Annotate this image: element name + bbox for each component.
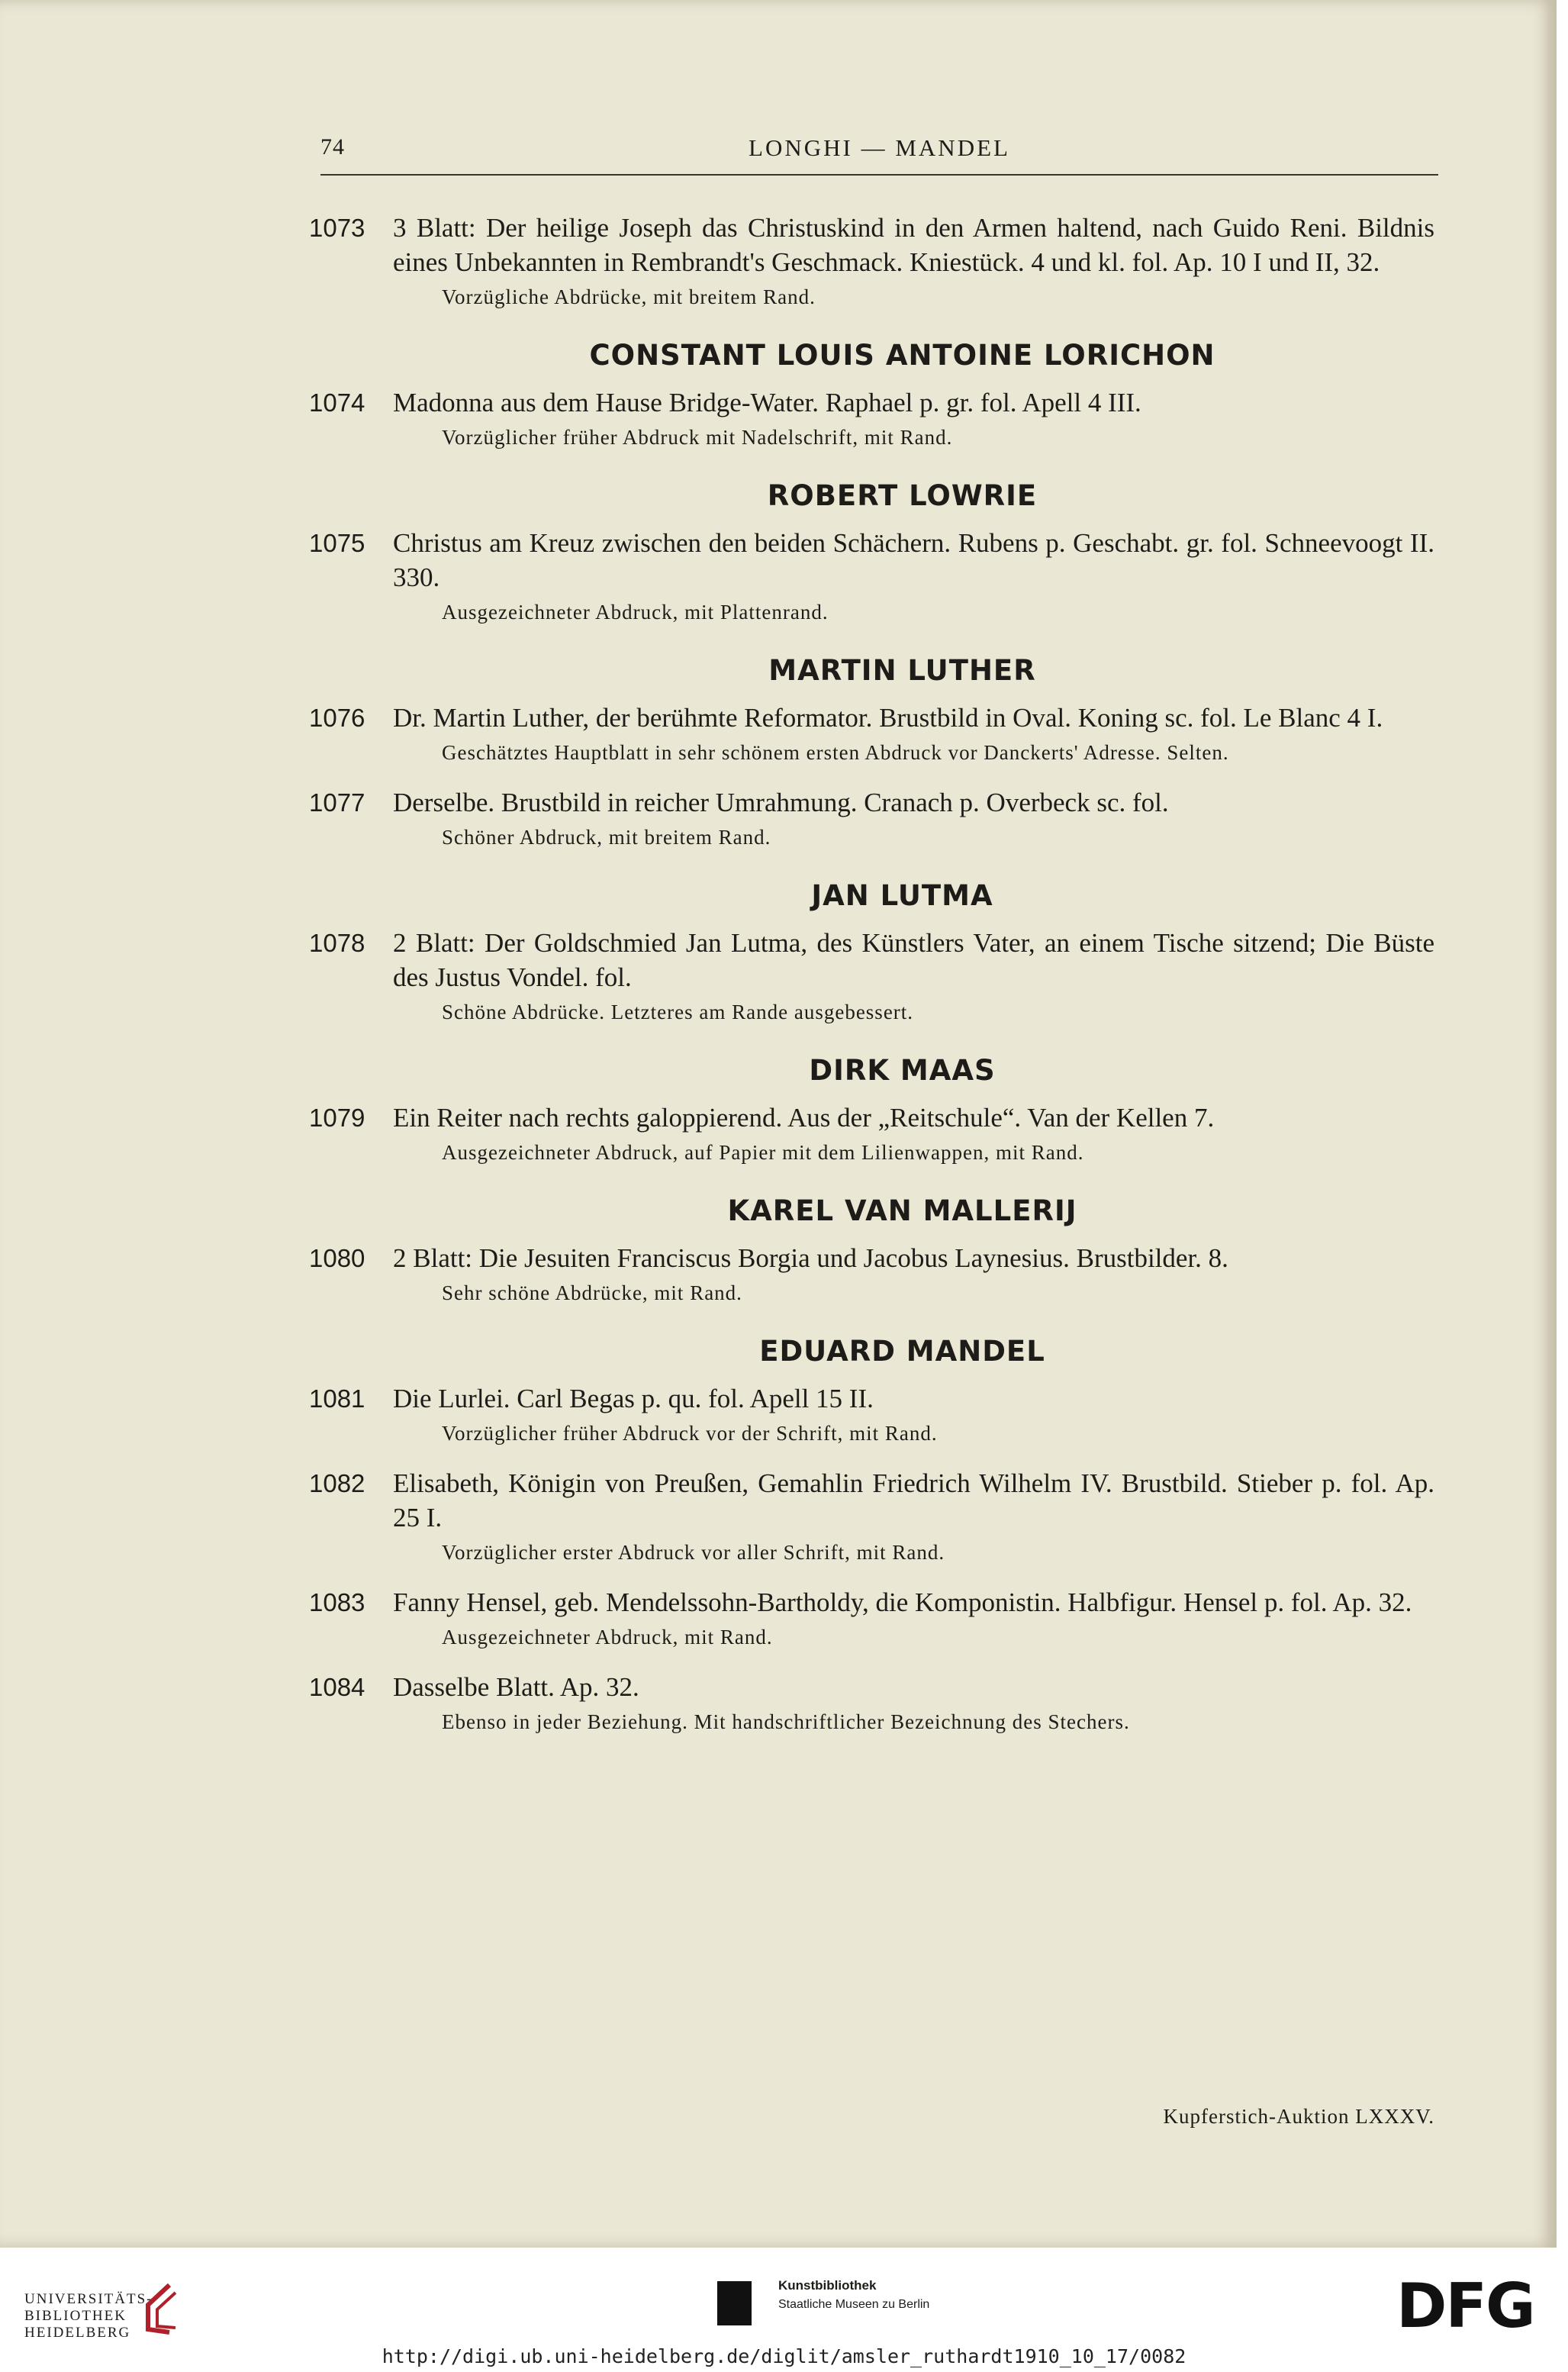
entry-number: 1078	[309, 929, 365, 957]
ub-heidelberg-mark-icon	[139, 2282, 185, 2335]
entry-condition-note: Schöner Abdruck, mit breitem Rand.	[442, 826, 771, 849]
entry-number: 1081	[309, 1384, 365, 1413]
entry-number: 1076	[309, 704, 365, 732]
catalog-entry	[309, 1466, 1434, 1568]
entry-description: Fanny Hensel, geb. Mendelssohn-Bartholdy, die Komponistin. Halbfigur. Hensel p. fol. Ap. 32.	[393, 1587, 1412, 1617]
catalog-entry	[309, 1585, 1434, 1653]
entry-description: Derselbe. Brustbild in reicher Umrahmung. Cranach p. Overbeck sc. fol.	[393, 788, 1169, 817]
entry-condition-note: Geschätztes Hauptblatt in sehr schönem ersten Abdruck vor Danckerts' Adresse. Selten.	[442, 741, 1229, 764]
catalog-entry	[309, 385, 1434, 453]
entry-description: 2 Blatt: Der Goldschmied Jan Lutma, des Künstlers Vater, an einem Tische sitzend; Die Büste des Justus Vondel. fol.	[393, 928, 1434, 992]
page-number: 74	[320, 134, 345, 160]
entry-condition-note: Ausgezeichneter Abdruck, mit Rand.	[442, 1626, 773, 1648]
catalog-entry	[309, 1670, 1434, 1738]
catalog-entry	[309, 926, 1434, 1028]
dfg-logo[interactable]: DFG	[1396, 2270, 1534, 2341]
kunstbibliothek-mark-icon	[717, 2281, 752, 2325]
entry-number: 1080	[309, 1244, 365, 1272]
entry-condition-note: Ebenso in jeder Beziehung. Mit handschriftlicher Bezeichnung des Stechers.	[442, 1710, 1130, 1733]
ub-heidelberg-logo[interactable]	[24, 2291, 153, 2341]
entry-description: Die Lurlei. Carl Begas p. qu. fol. Apell 15 II.	[393, 1384, 874, 1413]
entry-description: Ein Reiter nach rechts galoppierend. Aus der „Reitschule“. Van der Kellen 7.	[393, 1103, 1215, 1133]
entry-condition-note: Schöne Abdrücke. Letzteres am Rande ausgebessert.	[442, 1001, 914, 1023]
catalog-entry	[309, 1101, 1434, 1168]
kunstbibliothek-logo[interactable]	[717, 2278, 977, 2332]
entry-number: 1084	[309, 1673, 365, 1701]
kunstbibliothek-subtitle: Staatliche Museen zu Berlin	[778, 2298, 930, 2311]
entry-condition-note: Vorzüglicher früher Abdruck mit Nadelschrift, mit Rand.	[442, 426, 953, 449]
catalog-entry	[309, 1381, 1434, 1449]
entry-condition-note: Ausgezeichneter Abdruck, mit Plattenrand.	[442, 601, 829, 624]
artist-heading: DIRK MAAS	[809, 1054, 996, 1087]
ub-logo-line: UNIVERSITÄTS-	[24, 2291, 153, 2307]
entry-number: 1079	[309, 1104, 365, 1132]
entry-description: Elisabeth, Königin von Preußen, Gemahlin Friedrich Wilhelm IV. Brustbild. Stieber p. fol. Ap. 25 I.	[393, 1468, 1434, 1532]
ub-logo-line: BIBLIOTHEK	[24, 2308, 127, 2324]
catalog-body	[309, 211, 1434, 1755]
entry-number: 1075	[309, 529, 365, 557]
entry-number: 1073	[309, 214, 365, 242]
entry-description: 2 Blatt: Die Jesuiten Franciscus Borgia und Jacobus Laynesius. Brustbilder. 8.	[393, 1243, 1228, 1273]
header-rule	[320, 174, 1438, 176]
entry-description: Christus am Kreuz zwischen den beiden Schächern. Rubens p. Geschabt. gr. fol. Schneevoogt II. 330.	[393, 528, 1434, 592]
artist-heading: JAN LUTMA	[811, 879, 993, 912]
entry-number: 1077	[309, 788, 365, 817]
entry-description: Dr. Martin Luther, der berühmte Reformator. Brustbild in Oval. Koning sc. fol. Le Blanc 4 I.	[393, 703, 1383, 733]
catalog-entry	[309, 701, 1434, 769]
entry-condition-note: Vorzüglicher erster Abdruck vor aller Schrift, mit Rand.	[442, 1541, 945, 1564]
catalog-entry	[309, 1241, 1434, 1309]
entry-condition-note: Vorzügliche Abdrücke, mit breitem Rand.	[442, 285, 816, 308]
catalog-entry	[309, 785, 1434, 853]
permalink-url[interactable]: http://digi.ub.uni-heidelberg.de/diglit/amsler_ruthardt1910_10_17/0082	[382, 2345, 1186, 2367]
running-title: LONGHI — MANDEL	[749, 134, 1010, 161]
catalog-entry	[309, 211, 1434, 313]
artist-heading: CONSTANT LOUIS ANTOINE LORICHON	[589, 339, 1215, 372]
page-header	[320, 134, 1438, 174]
entry-number: 1082	[309, 1469, 365, 1497]
entry-condition-note: Sehr schöne Abdrücke, mit Rand.	[442, 1281, 742, 1304]
entry-description: Madonna aus dem Hause Bridge-Water. Raphael p. gr. fol. Apell 4 III.	[393, 388, 1141, 417]
entry-description: 3 Blatt: Der heilige Joseph das Christuskind in den Armen haltend, nach Guido Reni. Bildnis eines Unbekannten in Rembrandt's Geschmack. Kniestück. 4 und kl. fol. Ap. 10 I und II, 32.	[393, 213, 1434, 277]
catalog-entry	[309, 526, 1434, 628]
entry-description: Dasselbe Blatt. Ap. 32.	[393, 1672, 639, 1702]
entry-condition-note: Vorzüglicher früher Abdruck vor der Schrift, mit Rand.	[442, 1422, 938, 1445]
artist-heading: MARTIN LUTHER	[768, 654, 1036, 687]
entry-condition-note: Ausgezeichneter Abdruck, auf Papier mit dem Lilienwappen, mit Rand.	[442, 1141, 1084, 1164]
artist-heading: KAREL VAN MALLERIJ	[727, 1194, 1077, 1227]
entry-number: 1074	[309, 388, 365, 417]
signature-line: Kupferstich-Auktion LXXXV.	[1163, 2105, 1434, 2128]
entry-number: 1083	[309, 1588, 365, 1616]
kunstbibliothek-title: Kunstbibliothek	[778, 2278, 877, 2293]
artist-heading: ROBERT LOWRIE	[767, 479, 1038, 512]
artist-heading: EDUARD MANDEL	[759, 1335, 1045, 1368]
ub-logo-line: HEIDELBERG	[24, 2325, 131, 2341]
